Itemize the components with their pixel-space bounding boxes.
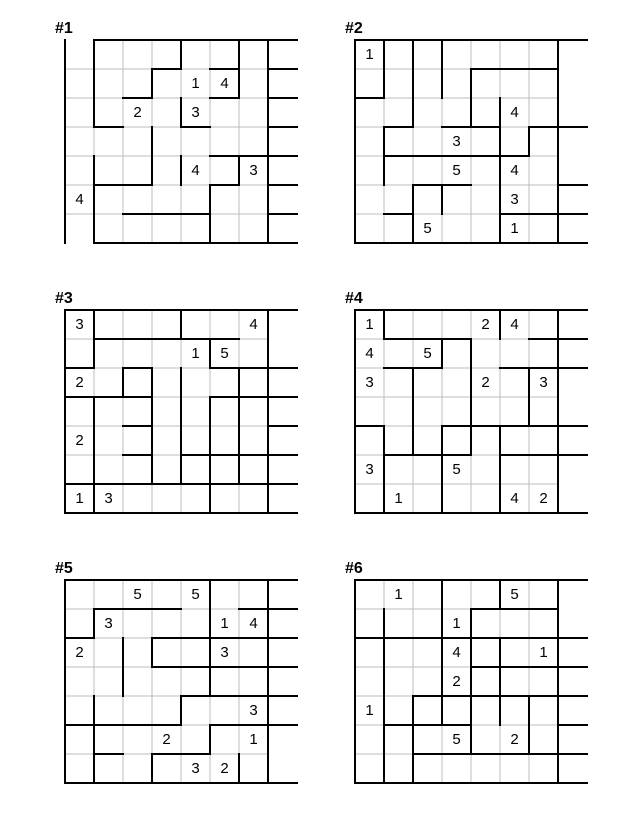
- puzzle-5: [55, 560, 305, 820]
- puzzle-title: #6: [345, 560, 363, 577]
- clue-number: 1: [365, 46, 374, 63]
- clue-number: 3: [510, 191, 519, 208]
- clue-number: 3: [249, 162, 258, 179]
- clue-number: 4: [510, 104, 519, 121]
- clue-number: 5: [452, 731, 461, 748]
- clue-number: 3: [365, 374, 374, 391]
- clue-number: 3: [104, 615, 113, 632]
- clue-number: 1: [510, 220, 519, 237]
- clue-number: 2: [481, 374, 490, 391]
- clue-number: 2: [452, 673, 461, 690]
- clue-number: 5: [452, 162, 461, 179]
- clue-number: 2: [539, 490, 548, 507]
- clue-number: 1: [191, 75, 200, 92]
- clue-number: 4: [510, 162, 519, 179]
- clue-number: 3: [191, 104, 200, 121]
- clue-number: 5: [423, 220, 432, 237]
- clue-number: 4: [510, 316, 519, 333]
- clue-number: 2: [75, 644, 84, 661]
- clue-number: 2: [481, 316, 490, 333]
- puzzle-grid: [65, 40, 270, 245]
- clue-number: 1: [539, 644, 548, 661]
- puzzle-title: #3: [55, 290, 73, 307]
- clue-number: 2: [510, 731, 519, 748]
- clue-number: 1: [365, 702, 374, 719]
- clue-number: 1: [191, 345, 200, 362]
- puzzle-1: [55, 20, 305, 280]
- clue-number: 1: [220, 615, 229, 632]
- clue-number: 2: [133, 104, 142, 121]
- clue-number: 5: [510, 586, 519, 603]
- clue-number: 1: [75, 490, 84, 507]
- clue-number: 4: [220, 75, 229, 92]
- clue-number: 5: [452, 461, 461, 478]
- puzzle-4: [345, 290, 595, 550]
- clue-number: 5: [133, 586, 142, 603]
- clue-number: 4: [249, 615, 258, 632]
- clue-number: 2: [75, 374, 84, 391]
- clue-number: 1: [249, 731, 258, 748]
- clue-number: 4: [249, 316, 258, 333]
- puzzle-6: [345, 560, 595, 820]
- clue-number: 1: [365, 316, 374, 333]
- clue-number: 2: [75, 432, 84, 449]
- puzzle-2: [345, 20, 595, 280]
- clue-number: 3: [104, 490, 113, 507]
- clue-number: 5: [191, 586, 200, 603]
- clue-number: 3: [191, 760, 200, 777]
- clue-number: 4: [452, 644, 461, 661]
- clue-number: 2: [162, 731, 171, 748]
- clue-number: 3: [452, 133, 461, 150]
- clue-number: 3: [75, 316, 84, 333]
- puzzle-title: #1: [55, 20, 73, 37]
- clue-number: 1: [394, 586, 403, 603]
- clue-number: 4: [191, 162, 200, 179]
- clue-number: 2: [220, 760, 229, 777]
- clue-number: 4: [365, 345, 374, 362]
- puzzle-title: #2: [345, 20, 363, 37]
- puzzle-title: #5: [55, 560, 73, 577]
- clue-number: 5: [423, 345, 432, 362]
- clue-number: 4: [75, 191, 84, 208]
- puzzle-title: #4: [345, 290, 363, 307]
- clue-number: 1: [394, 490, 403, 507]
- clue-number: 5: [220, 345, 229, 362]
- clue-number: 3: [365, 461, 374, 478]
- clue-number: 3: [220, 644, 229, 661]
- clue-number: 3: [539, 374, 548, 391]
- clue-number: 1: [452, 615, 461, 632]
- clue-number: 3: [249, 702, 258, 719]
- clue-number: 4: [510, 490, 519, 507]
- puzzle-3: [55, 290, 305, 550]
